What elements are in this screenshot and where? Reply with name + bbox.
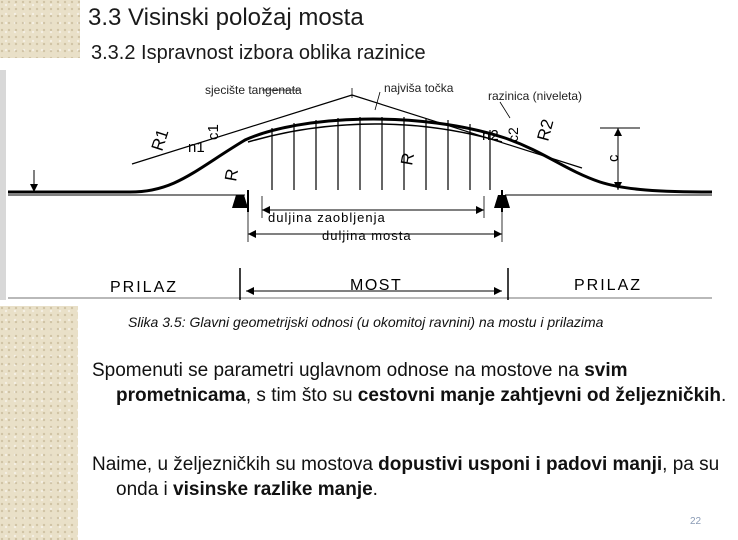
bridge-profile-figure xyxy=(0,70,720,310)
abutment-left xyxy=(232,195,248,208)
p1-text-e: . xyxy=(721,385,727,406)
zone-most-arrow-left xyxy=(246,287,254,295)
label-razinica-niveleta: razinica (niveleta) xyxy=(488,89,583,103)
p1-bold-b: svim prometnicama xyxy=(116,360,628,406)
figure-caption: Slika 3.5: Glavni geometrijski odnosi (u okomitoj ravnini) na mostu i prilazima xyxy=(128,314,604,330)
label-R2: R2 xyxy=(533,117,558,144)
dim-zaobljenja-arrow-right xyxy=(476,206,484,214)
p2-text-a: Naime, u željezničkih su mostova xyxy=(92,454,379,475)
dim-mosta-arrow-left xyxy=(248,230,256,238)
p2-bold-d: visinske razlike manje xyxy=(173,479,373,500)
label-sjeciste-tangenata: sjecište tangenata xyxy=(205,83,302,97)
label-n1: n1 xyxy=(188,139,205,156)
label-most: MOST xyxy=(350,277,403,294)
p2-text-e: . xyxy=(372,479,378,500)
body-paragraph-2 xyxy=(92,452,738,502)
label-c2: c2 xyxy=(505,127,521,142)
label-R-mid: R xyxy=(397,151,419,167)
leader-razinica xyxy=(500,102,510,118)
bridge-profile-drawing xyxy=(0,70,720,310)
figure-edge-strip xyxy=(0,70,6,300)
label-R-left: R xyxy=(221,167,243,183)
body-paragraph-1 xyxy=(92,358,738,408)
zone-most-arrow-right xyxy=(494,287,502,295)
slide-subtitle: 3.3.2 Ispravnost izbora oblika razinice xyxy=(91,42,426,64)
page-number: 22 xyxy=(690,516,702,527)
leader-najvisa xyxy=(375,92,380,110)
label-c: c xyxy=(605,154,622,162)
slide-title: 3.3 Visinski položaj mosta xyxy=(88,4,364,31)
label-c1: c1 xyxy=(205,124,222,140)
label-n2: n2 xyxy=(482,127,499,144)
p2-bold-b: dopustivi usponi i padovi manji xyxy=(378,454,663,475)
dim-c-arrow-top xyxy=(614,128,622,136)
dim-mosta-arrow-right xyxy=(494,230,502,238)
label-duljina-mosta: duljina mosta xyxy=(322,228,412,243)
p2-text-c: , pa su onda i xyxy=(116,454,720,500)
label-duljina-zaobljenja: duljina zaobljenja xyxy=(268,210,386,225)
p1-text-c: , s tim što su xyxy=(245,385,358,406)
decorative-texture-bottom xyxy=(0,306,78,540)
p1-bold-d: cestovni manje zahtjevni od željezničkih xyxy=(357,385,722,406)
decorative-texture-top xyxy=(0,0,80,58)
label-prilaz-left: PRILAZ xyxy=(110,279,179,296)
label-R1: R1 xyxy=(147,126,173,154)
label-prilaz-right: PRILAZ xyxy=(574,277,643,294)
p1-text-a: Spomenuti se parametri uglavnom odnose na mostove na xyxy=(92,360,585,381)
label-najvisa-tocka: najviša točka xyxy=(384,81,454,95)
